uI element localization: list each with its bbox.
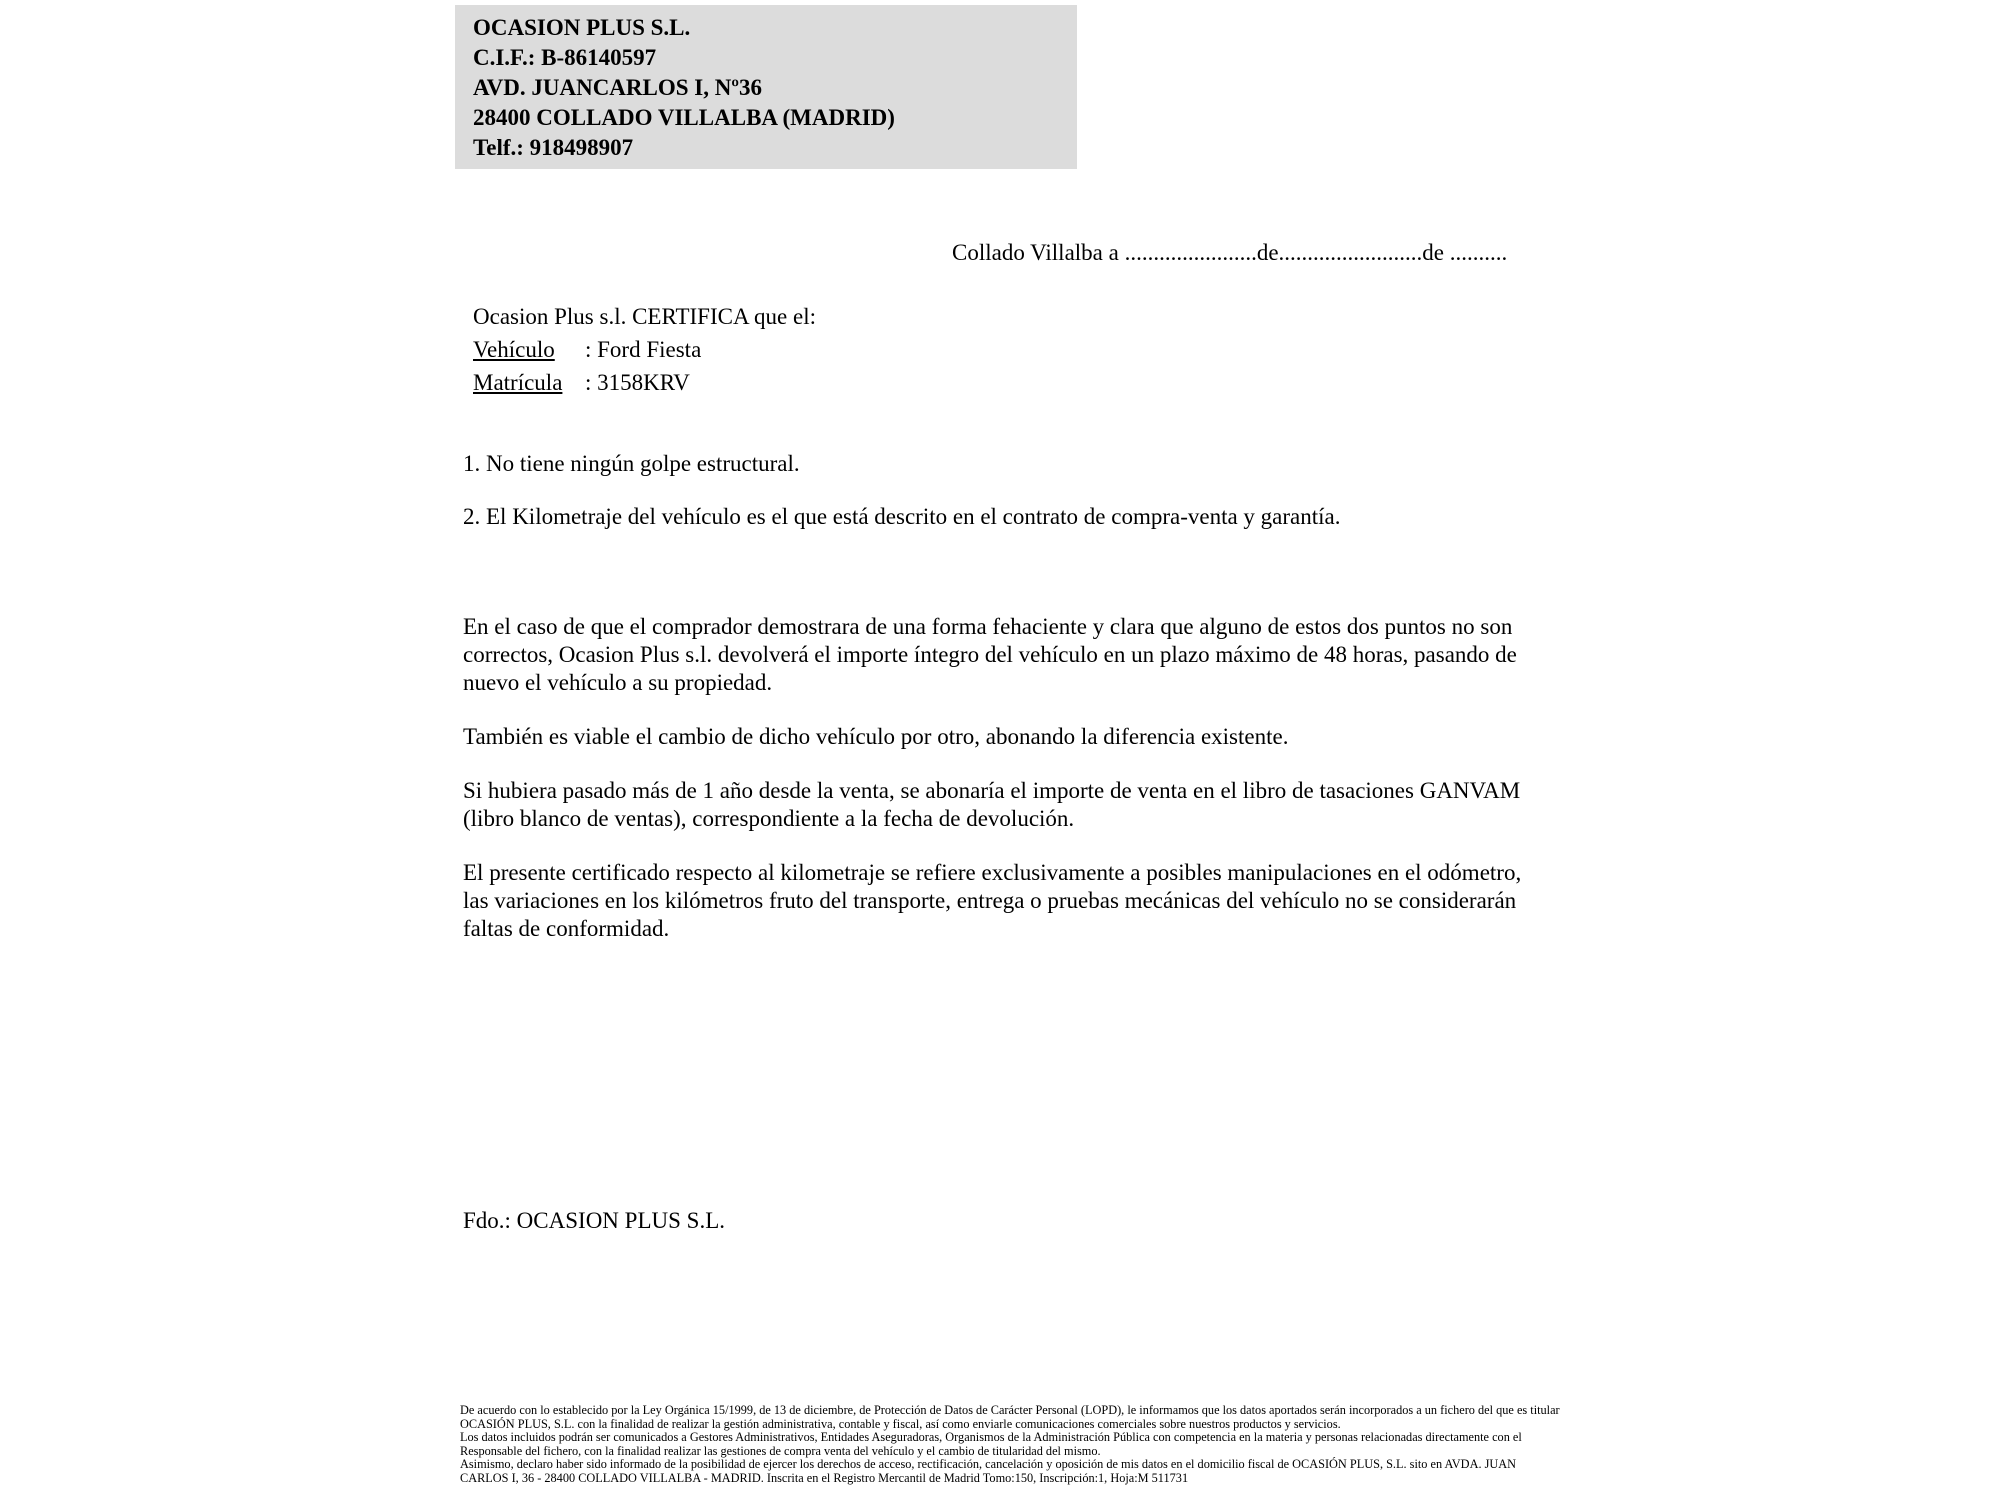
body-paragraphs (463, 613, 1548, 969)
legal-line: Los datos incluidos podrán ser comunicados a Gestores Administrativos, Entidades Aseguradoras, Organismos de la Administración Pública con competencia en la materia y personas relacionadas directamente con el (460, 1430, 1522, 1445)
legal-fine-print (460, 1404, 1560, 1486)
body-paragraph: En el caso de que el comprador demostrara de una forma fehaciente y clara que alguno de estos dos puntos no son correctos, Ocasion Plus s.l. devolverá el importe íntegro del vehículo en un plazo máximo de 48 horas, pasando de nuevo el vehículo a su propiedad. (463, 614, 1517, 695)
date-line: Collado Villalba a .......................de.........................de .......... (952, 240, 1508, 265)
certificate-point: 2. El Kilometraje del vehículo es el que está descrito en el contrato de compra-venta y garantía. (463, 504, 1341, 529)
body-paragraph: También es viable el cambio de dicho vehículo por otro, abonando la diferencia existente. (463, 724, 1289, 749)
company-cif: C.I.F.: B-86140597 (473, 45, 657, 70)
plate-label-cell (473, 366, 585, 399)
legal-line: Asimismo, declaro haber sido informado de la posibilidad de ejercer los derechos de acceso, rectificación, cancelación y oposición de mis datos en el domicilio fiscal de OCASIÓN PLUS, S.L. sito en AVDA. JUAN (460, 1457, 1517, 1472)
certification-block (473, 300, 816, 399)
certificate-points (463, 450, 1563, 556)
company-phone: Telf.: 918498907 (473, 135, 634, 160)
plate-row (473, 366, 816, 399)
vehicle-label-cell (473, 333, 585, 366)
signature-line: Fdo.: OCASION PLUS S.L. (463, 1208, 725, 1233)
vehicle-row (473, 333, 816, 366)
certificate-point: 1. No tiene ningún golpe estructural. (463, 451, 800, 476)
legal-line: De acuerdo con lo establecido por la Ley Orgánica 15/1999, de 13 de diciembre, de Protección de Datos de Carácter Personal (LOPD), le informamos que los datos aportados serán incorporados a un fichero del que es titular (460, 1403, 1560, 1417)
legal-line: OCASIÓN PLUS, S.L. con la finalidad de realizar la gestión administrativa, contable y fiscal, así como enviarle comunicaciones comerciales sobre nuestros productos y servicios. (460, 1416, 1341, 1431)
body-paragraph: Si hubiera pasado más de 1 año desde la venta, se abonaría el importe de venta en el libro de tasaciones GANVAM (libro blanco de ventas), correspondiente a la fecha de devolución. (463, 778, 1521, 831)
certify-intro: Ocasion Plus s.l. CERTIFICA que el: (473, 304, 816, 329)
company-name: OCASION PLUS S.L. (473, 15, 691, 40)
company-address: AVD. JUANCARLOS I, Nº36 (473, 75, 762, 100)
vehicle-value: : Ford Fiesta (585, 337, 702, 362)
body-paragraph: El presente certificado respecto al kilometraje se refiere exclusivamente a posibles manipulaciones en el odómetro, las variaciones en los kilómetros fruto del transporte, entrega o pruebas mecánicas del vehículo no se considerarán faltas de conformidad. (463, 860, 1522, 941)
plate-label: Matrícula (473, 370, 563, 395)
company-city: 28400 COLLADO VILLALBA (MADRID) (473, 105, 895, 130)
legal-line: Responsable del fichero, con la finalidad realizar las gestiones de compra venta del vehículo y el cambio de titularidad del mismo. (460, 1443, 1101, 1458)
company-header-box (455, 5, 1077, 169)
vehicle-label: Vehículo (473, 337, 555, 362)
plate-value: : 3158KRV (585, 370, 690, 395)
legal-line: CARLOS I, 36 - 28400 COLLADO VILLALBA - MADRID. Inscrita en el Registro Mercantil de Madrid Tomo:150, Inscripción:1, Hoja:M 511731 (460, 1470, 1189, 1485)
